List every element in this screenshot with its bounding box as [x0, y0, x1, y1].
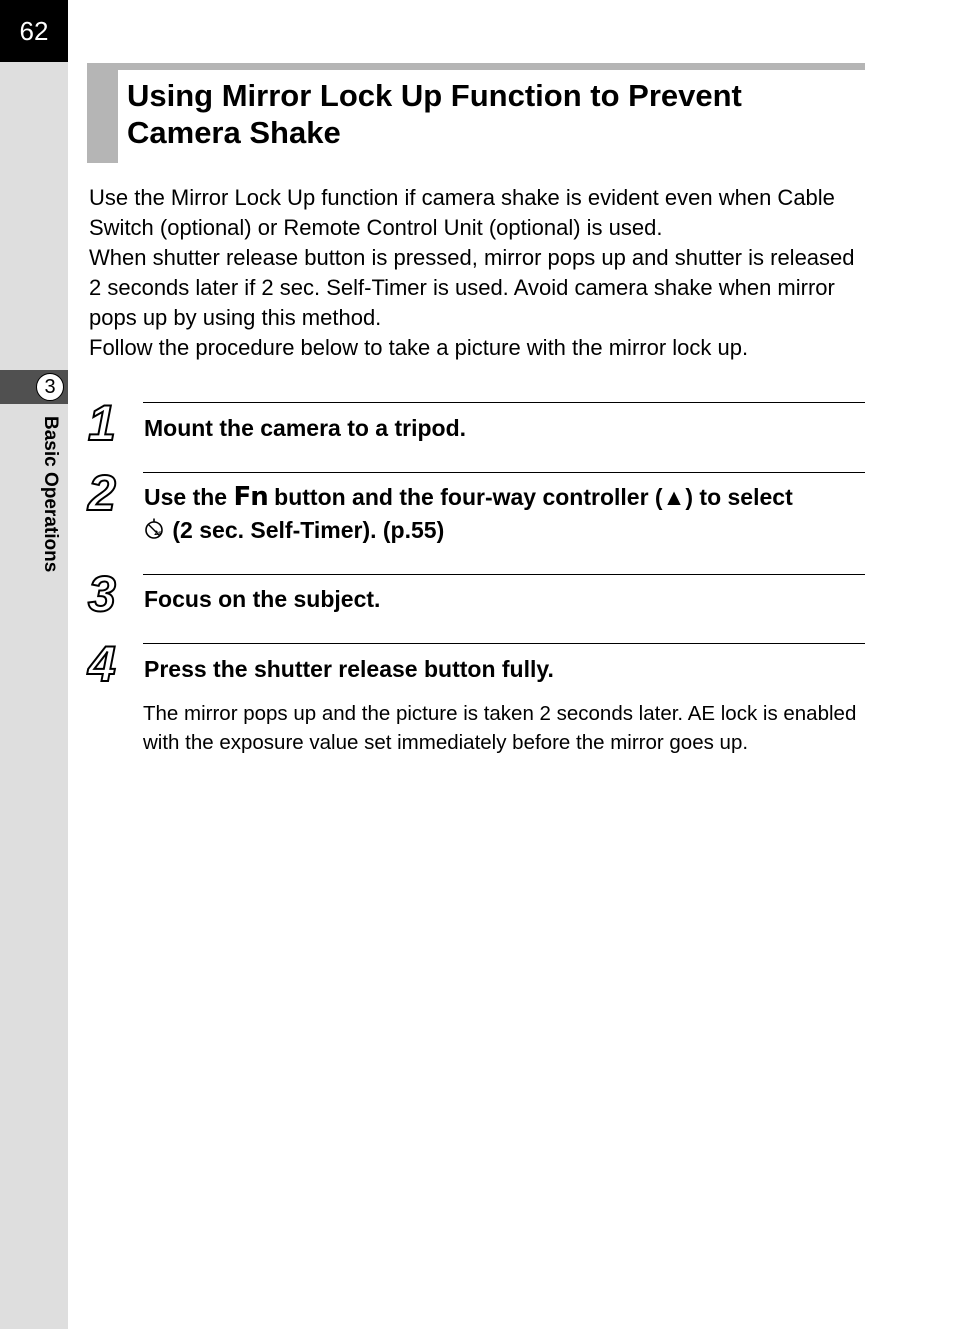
step-number: 1	[88, 395, 116, 451]
intro-paragraph: Use the Mirror Lock Up function if camera shake is evident even when Cable Switch (optional) or Remote Control Unit (optional) is used.	[89, 185, 835, 240]
intro-paragraph: When shutter release button is pressed, mirror pops up and shutter is released 2 seconds later if 2 sec. Self-Timer is used. Avoid camera shake when mirror pops up by using this method.	[89, 245, 855, 330]
step-divider	[143, 402, 865, 403]
step-text: Focus on the subject.	[144, 586, 381, 612]
title-bar-left	[87, 63, 118, 163]
step-text: Press the shutter release button fully.	[144, 656, 554, 682]
page-title-line1: Using Mirror Lock Up Function to Prevent	[127, 78, 742, 113]
step-text: Mount the camera to a tripod.	[144, 415, 467, 441]
svg-text:2s: 2s	[154, 530, 162, 537]
step-text-part: button and the four-way controller (	[267, 484, 663, 510]
up-arrow-icon: ▲	[662, 484, 686, 510]
page-title-line2: Camera Shake	[127, 115, 341, 150]
step-text-part: (2 sec. Self-Timer). (p.55)	[166, 517, 445, 543]
step-number: 4	[88, 636, 116, 692]
fn-button-glyph: Fn	[233, 482, 268, 512]
section-title-box	[87, 63, 865, 163]
step-number: 3	[88, 566, 116, 622]
intro-paragraph: Follow the procedure below to take a picture with the mirror lock up.	[89, 335, 749, 360]
page-title	[127, 77, 857, 151]
step-text	[144, 481, 866, 550]
self-timer-2sec-icon	[144, 517, 166, 550]
step-divider	[143, 574, 865, 575]
chapter-number: 3	[36, 373, 64, 401]
step-number: 2	[88, 465, 116, 521]
step-description: The mirror pops up and the picture is taken 2 seconds later. AE lock is enabled with the exposure value set immediately before the mirror goes up.	[143, 702, 857, 754]
title-bar-top	[87, 63, 865, 70]
intro-text	[89, 183, 869, 363]
left-sidebar	[0, 0, 68, 1329]
step-divider	[143, 472, 865, 473]
page-number: 62	[0, 0, 68, 62]
chapter-label: Basic Operations	[40, 416, 61, 573]
step-text-part: Use the	[144, 484, 234, 510]
step-divider	[143, 643, 865, 644]
step-text-part: ) to select	[685, 484, 793, 510]
